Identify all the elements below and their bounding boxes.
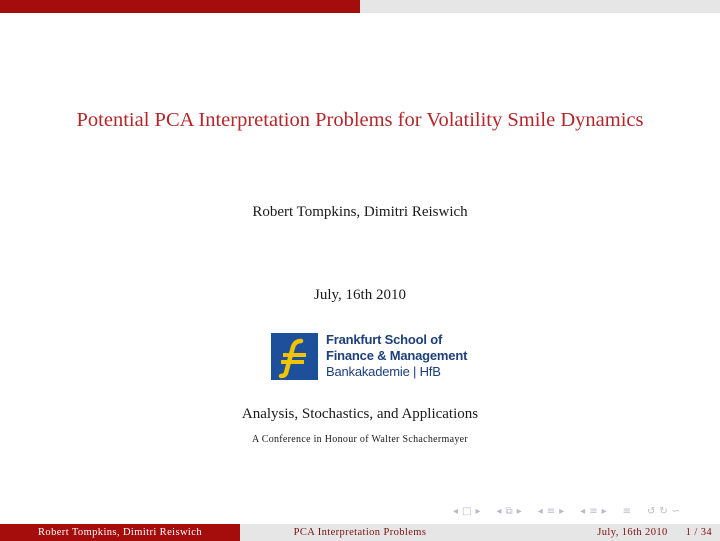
logo-text	[326, 332, 467, 380]
nav-forward-icon[interactable]: ∽	[671, 505, 681, 517]
nav-prev-section-icon[interactable]: ◂	[537, 505, 543, 517]
nav-next-frame-icon[interactable]: ▸	[475, 505, 481, 517]
footer-short-title: PCA Interpretation Problems	[240, 524, 480, 541]
progress-bar-track	[360, 0, 720, 13]
slide-author: Robert Tompkins, Dimitri Reiswich	[252, 204, 468, 220]
nav-search-icon[interactable]: ↺	[647, 505, 656, 517]
frankfurt-school-logo-mark	[271, 333, 318, 380]
nav-section-icon[interactable]: ≡	[546, 505, 556, 517]
conference-subtitle: A Conference in Honour of Walter Schachermayer	[251, 434, 469, 445]
footer-page-number: 1 / 34	[685, 527, 712, 538]
nav-next-section-icon[interactable]: ▸	[559, 505, 565, 517]
nav-back-icon[interactable]: ↻	[659, 505, 668, 517]
beamer-navigation	[453, 504, 703, 518]
footer-right	[480, 524, 720, 541]
nav-part-icon[interactable]: ≡	[589, 505, 598, 517]
nav-prev-part-icon[interactable]: ◂	[580, 505, 586, 517]
nav-subsection-icon[interactable]: ⧉	[505, 505, 513, 517]
logo-line-1: Frankfurt School of	[326, 332, 443, 347]
logo-line-2: Finance & Management	[326, 348, 468, 363]
nav-prev-subsection-icon[interactable]: ◂	[496, 505, 502, 517]
progress-bar	[0, 0, 720, 13]
institution-logo	[271, 332, 467, 380]
progress-bar-fill	[0, 0, 360, 13]
nav-appendix-icon[interactable]: ≡	[622, 505, 632, 517]
slide-title: Potential PCA Interpretation Problems for Volatility Smile Dynamics	[76, 109, 644, 131]
logo-line-3: Bankakademie | HfB	[326, 364, 441, 379]
nav-frame-icon[interactable]: □	[462, 505, 472, 517]
slide-footer	[0, 524, 720, 541]
nav-next-subsection-icon[interactable]: ▸	[516, 505, 522, 517]
nav-next-part-icon[interactable]: ▸	[601, 505, 607, 517]
slide-date: July, 16th 2010	[314, 287, 406, 303]
f-glyph-icon	[271, 333, 318, 380]
nav-prev-frame-icon[interactable]: ◂	[453, 505, 459, 517]
footer-date: July, 16th 2010	[597, 527, 668, 538]
conference-name: Analysis, Stochastics, and Applications	[241, 406, 479, 422]
footer-authors: Robert Tompkins, Dimitri Reiswich	[0, 524, 240, 541]
